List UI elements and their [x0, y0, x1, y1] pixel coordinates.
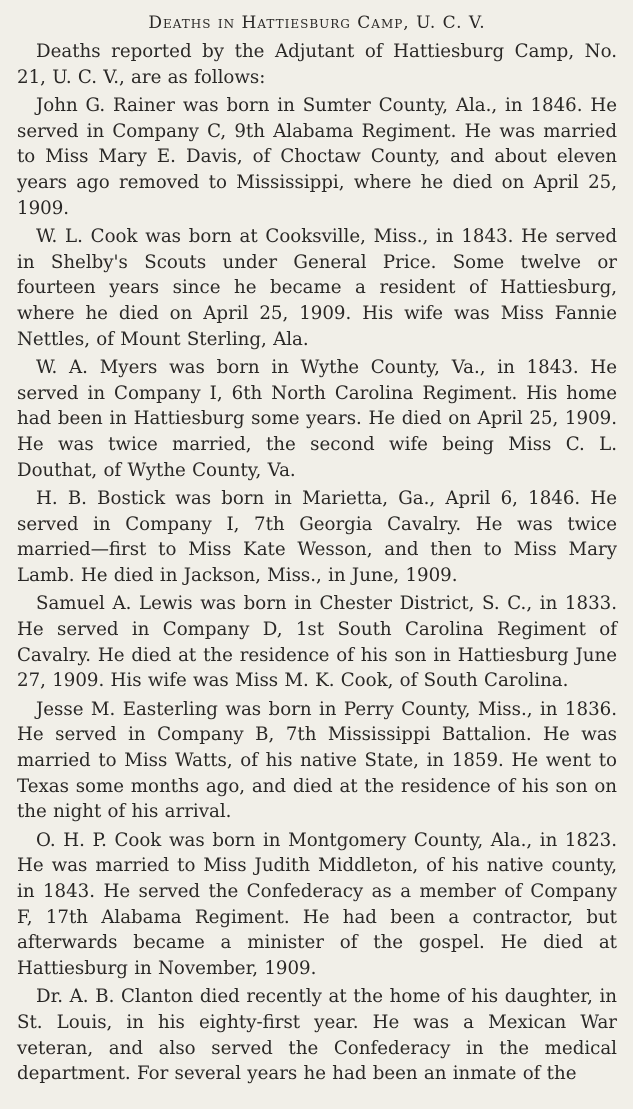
obituary-easterling: Jesse M. Easterling was born in Perry County, Miss., in 1836. He served in Company B, 7th Mississippi Battalion. He was married to Miss Watts, of his native State, in 1859. He went to Texas some months ago, and died at the residence of his son on the night of his arrival. — [17, 698, 617, 823]
obituary-lewis: Samuel A. Lewis was born in Chester District, S. C., in 1833. He served in Company D, 1st South Carolina Regiment of Cavalry. He died at the residence of his son in Hattiesburg June 27, 1909. His wife was Miss M. K. Cook, of South Carolina. — [17, 593, 617, 692]
obituary-rainer: John G. Rainer was born in Sumter County, Ala., in 1846. He served in Company C, 9th Alabama Regiment. He was married to Miss Mary E. Davis, of Choctaw County, and about eleven years ago removed to Mississippi, where he died on April 25, 1909. — [17, 95, 617, 219]
obituary-myers: W. A. Myers was born in Wythe County, Va., in 1843. He served in Company I, 6th North Carolina Regiment. His home had been in Hattiesburg some years. He died on April 25, 1909. He was twice married, the second wife being Miss C. L. Douthat, of Wythe County, Va. — [17, 357, 617, 481]
obituary-clanton: Dr. A. B. Clanton died recently at the home of his daughter, in St. Louis, in his eighty-first year. He was a Mexican War veteran, and also served the Confederacy in the medical department. For several years he had been an inmate of the — [17, 986, 617, 1085]
obituary-bostick: H. B. Bostick was born in Marietta, Ga., April 6, 1846. He served in Company I, 7th Georgia Cavalry. He was twice married—first to Miss Kate Wesson, and then to Miss Mary Lamb. He died in Jackson, Miss., in June, 1909. — [17, 488, 617, 586]
intro-paragraph: Deaths reported by the Adjutant of Hattiesburg Camp, No. 21, U. C. V., are as follows: — [17, 41, 617, 88]
obituary-ohp-cook: O. H. P. Cook was born in Montgomery County, Ala., in 1823. He was married to Miss Judith Middleton, of his native county, in 1843. He served the Confederacy as a member of Company F, 17th Alabama Regiment. He had been a contractor, but afterwards became a minister of the gospel. He died at Hattiesburg in November, 1909. — [17, 829, 617, 979]
page-title: Deaths in Hattiesburg Camp, U. C. V. — [148, 13, 486, 33]
obituary-wl-cook: W. L. Cook was born at Cooksville, Miss., in 1843. He served in Shelby's Scouts under General Price. Some twelve or fourteen years since he became a resident of Hattiesburg, where he died on April 25, 1909. His wife was Miss Fannie Nettles, of Mount Sterling, Ala. — [17, 226, 617, 350]
